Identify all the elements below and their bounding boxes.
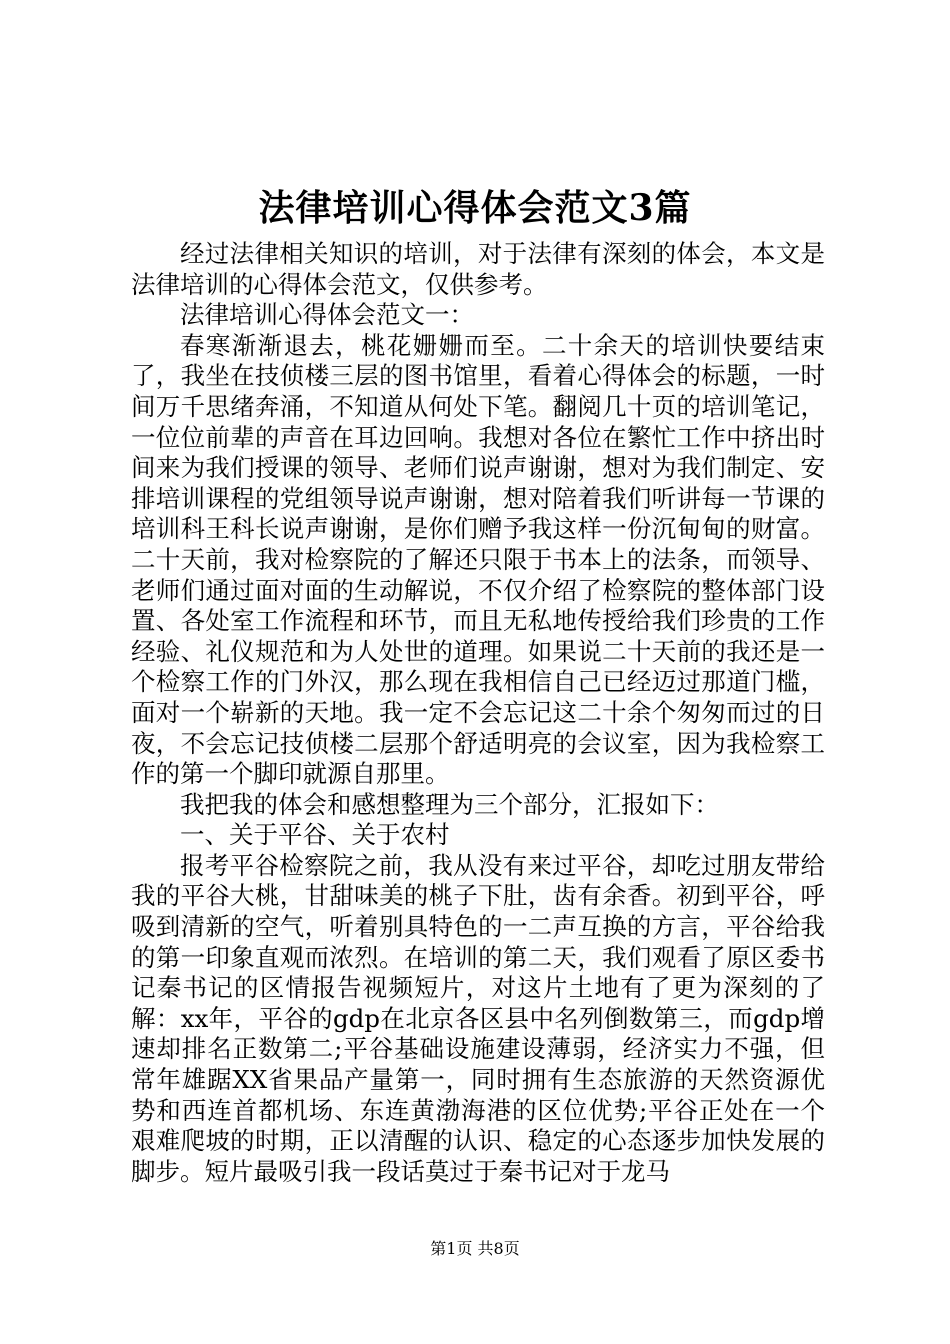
paragraph-subheading: 一、关于平谷、关于农村 [180,820,450,850]
paragraph-section-heading: 法律培训心得体会范文一： [180,300,474,330]
document-title: 法律培训心得体会范文3篇 [258,187,692,229]
paragraph-summary: 我把我的体会和感想整理为三个部分，汇报如下： [180,789,719,819]
document-body [131,239,825,1187]
paragraph-main: 春寒渐渐退去，桃花姗姗而至。二十余天的培训快要结束了，我坐在技侦楼三层的图书馆里，看着心得体会的标题，一时间万千思绪奔涌，不知道从何处下笔。翻阅几十页的培训笔记，一位位前辈的声音在耳边回响。我想对各位在繁忙工作中挤出时间来为我们授课的领导、老师们说声谢谢，想对为我们制定、安排培训课程的党组领导说声谢谢，想对陪着我们听讲每一节课的培训科王科长说声谢谢，是你们赠予我这样一份沉甸甸的财富。二十天前，我对检察院的了解还只限于书本上的法条，而领导、老师们通过面对面的生动解说，不仅介绍了检察院的整体部门设置、各处室工作流程和环节，而且无私地传授给我们珍贵的工作经验、礼仪规范和为人处世的道理。如果说二十天前的我还是一个检察工作的门外汉，那么现在我相信自己已经迈过那道门槛，面对一个崭新的天地。我一定不会忘记这二十余个匆匆而过的日夜，不会忘记技侦楼二层那个舒适明亮的会议室，因为我检察工作的第一个脚印就源自那里。 [131,330,825,789]
paragraph-intro: 经过法律相关知识的培训，对于法律有深刻的体会，本文是法律培训的心得体会范文，仅供参考。 [131,239,825,299]
paragraph-pinggu: 报考平谷检察院之前，我从没有来过平谷，却吃过朋友带给我的平谷大桃，甘甜味美的桃子下肚，齿有余香。初到平谷，呼吸到清新的空气，听着别具特色的一二声互换的方言，平谷给我的第一印象直观而浓烈。在培训的第二天，我们观看了原区委书记秦书记的区情报告视频短片，对这片土地有了更为深刻的了解：xx年，平谷的gdp在北京各区县中名列倒数第三，而gdp增速却排名正数第二;平谷基础设施建设薄弱，经济实力不强，但常年雄踞XX省果品产量第一，同时拥有生态旅游的天然资源优势和西连首都机场、东连黄渤海港的区位优势;平谷正处在一个艰难爬坡的时期，正以清醒的认识、稳定的心态逐步加快发展的脚步。短片最吸引我一段话莫过于秦书记对于龙马 [131,850,825,1186]
page-footer: 第1页 共8页 [430,1239,520,1258]
